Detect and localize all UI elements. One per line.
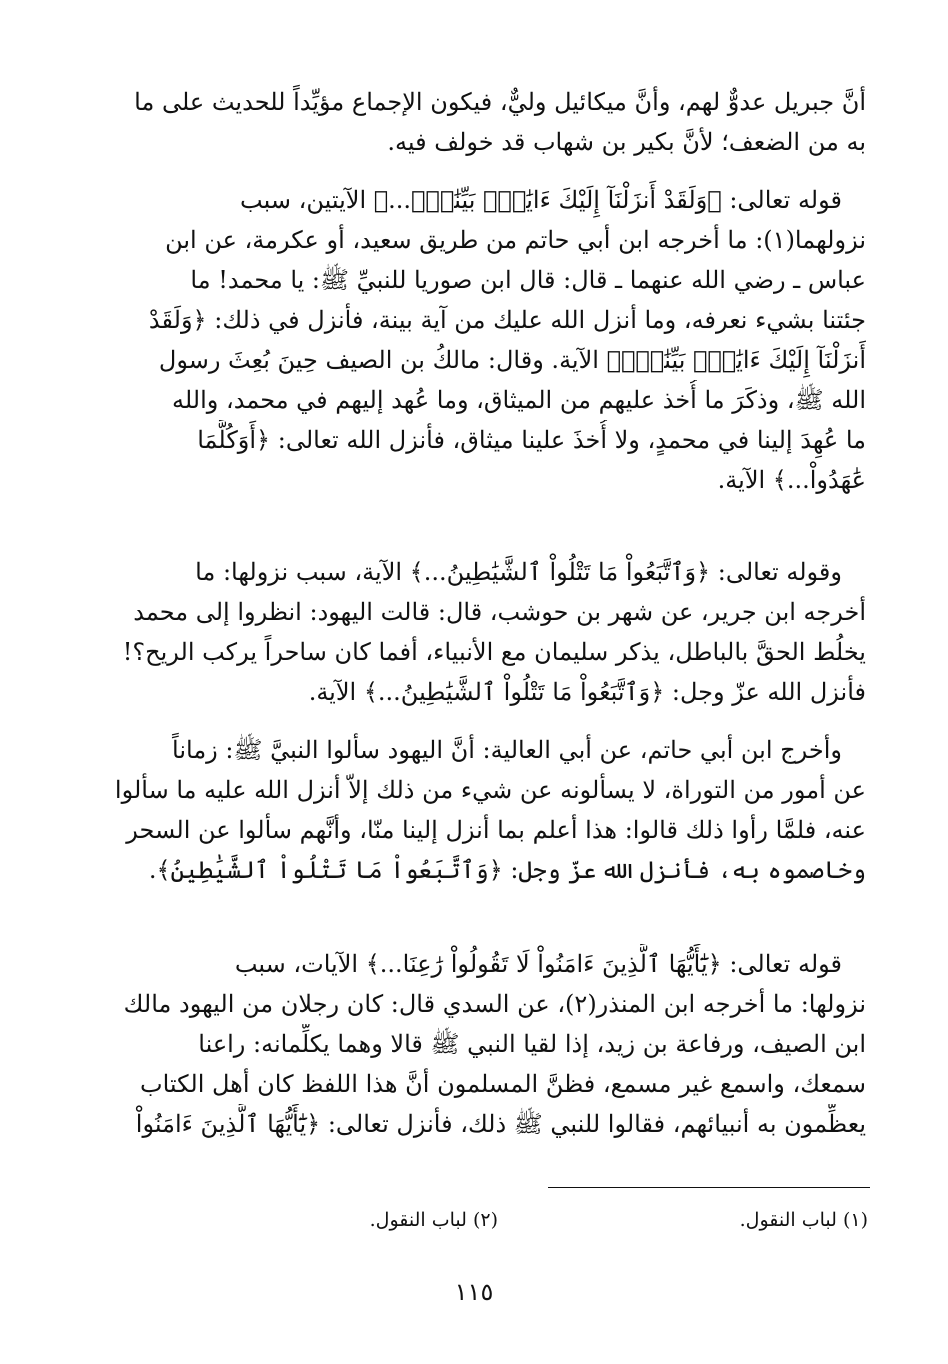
text-line: وأخرج ابن أبي حاتم، عن أبي العالية: أنَّ اليهود سألوا النبيَّ ﷺ: زماناً bbox=[172, 736, 842, 764]
text-line: عباس ـ رضي الله عنهما ـ قال: قال ابن صوريا للنبيِّ ﷺ: يا محمد! ما bbox=[190, 266, 866, 294]
text-line: به من الضعف؛ لأنَّ بكير بن شهاب قد خولف فيه. bbox=[387, 128, 866, 156]
paragraph-1 bbox=[96, 82, 866, 162]
text-line: سمعك، واسمع غير مسمع، فظنَّ المسلمون أنَّ هذا اللفظ كان أهل الكتاب bbox=[139, 1070, 866, 1098]
text-line: نزولهما(١): ما أخرجه ابن أبي حاتم من طريق سعيد، أو عكرمة، عن ابن bbox=[165, 226, 866, 254]
page-number: ١١٥ bbox=[454, 1278, 494, 1306]
paragraph-5 bbox=[96, 944, 866, 1144]
text-line: الله ﷺ، وذكَرَ ما أُخذ عليهم من الميثاق، وما عُهد إليهم في محمد، والله bbox=[171, 386, 866, 414]
text-line: جئتنا بشيء نعرفه، وما أنزل الله عليك من آية بينة، فأنزل في ذلك: ﴿وَلَقَدْ bbox=[148, 306, 866, 334]
paragraph-2 bbox=[96, 180, 866, 500]
text-line: يخلُط الحقَّ بالباطل، يذكر سليمان مع الأنبياء، أفما كان ساحراً يركب الريح؟! bbox=[122, 638, 866, 666]
text-line: أخرجه ابن جرير، عن شهر بن حوشب، قال: قالت اليهود: انظروا إلى محمد bbox=[133, 598, 866, 626]
text-line: عنه، فلمَّا رأوا ذلك قالوا: هذا أعلم بما أنزل إلينا منّا، وأنَّهم سألوا عن السحر bbox=[126, 816, 866, 844]
paragraph-3 bbox=[96, 552, 866, 712]
text-line: ابن الصيف، ورفاعة بن زيد، إذا لقيا النبي ﷺ قالا وهما يكلِّمانه: راعنا bbox=[198, 1030, 866, 1058]
text-line: عَٰهَدُواْ...﴾ الآية. bbox=[717, 466, 866, 494]
text-line: قوله تعالى: ﴿يَٰٓأَيُّهَا ٱلَّذِينَ ءَامَنُواْ لَا تَقُولُواْ رَٰعِنَا...﴾ الآيات، سبب bbox=[234, 950, 842, 978]
text-line: أَنزَلْنَآ إِلَيْكَ ءَايَٰتٍۭ بَيِّنَٰتٍۖ﴾ الآية. وقال: مالكُ بن الصيف حِينَ بُعِثَ رسول bbox=[158, 346, 866, 374]
paragraph-4 bbox=[96, 730, 866, 890]
text-line: ما عُهِدَ إلينا في محمدٍ، ولا أُخذَ علينا ميثاق، فأنزل الله تعالى: ﴿أَوَكُلَّمَا bbox=[197, 426, 866, 454]
text-line: فأنزل الله عزّ وجل: ﴿وَٱتَّبَعُواْ مَا تَتْلُواْ ٱلشَّيَٰطِينُ...﴾ الآية. bbox=[308, 678, 866, 706]
text-line: وقوله تعالى: ﴿وَٱتَّبَعُواْ مَا تَتْلُواْ ٱلشَّيَٰطِينُ...﴾ الآية، سبب نزولها: ما bbox=[195, 558, 842, 586]
text-line: وخاصموه به، فأنزل الله عزّ وجل: ﴿وَٱتَّبَعُواْ مَا تَتْلُواْ ٱلشَّيَٰطِينُ﴾. bbox=[148, 856, 866, 884]
text-line: يعظِّمون به أنبيائهم، فقالوا للنبي ﷺ ذلك، فأنزل تعالى: ﴿يَٰٓأَيُّهَا ٱلَّذِينَ ءَامَنُواْ bbox=[135, 1110, 866, 1138]
text-line: عن أمور من التوراة، لا يسألونه عن شيء من ذلك إلاّ أنزل الله عليه ما سألوا bbox=[114, 776, 866, 804]
footnote-1: (١) لباب النقول. bbox=[739, 1209, 868, 1231]
footnote-2: (٢) لباب النقول. bbox=[369, 1209, 498, 1231]
text-line: أنَّ جبريل عدوٌّ لهم، وأنَّ ميكائيل وليٌّ، فيكون الإجماع مؤيِّداً للحديث على ما bbox=[134, 88, 866, 116]
text-line: نزولها: ما أخرجه ابن المنذر(٢)، عن السدي قال: كان رجلان من اليهود مالك bbox=[123, 990, 866, 1018]
text-line: قوله تعالى: ﴿وَلَقَدْ أَنزَلْنَآ إِلَيْكَ ءَايَٰتٍۭ بَيِّنَٰتٍۖ...﴾ الآيتين، سبب bbox=[240, 186, 842, 214]
footnote-divider bbox=[548, 1187, 870, 1188]
